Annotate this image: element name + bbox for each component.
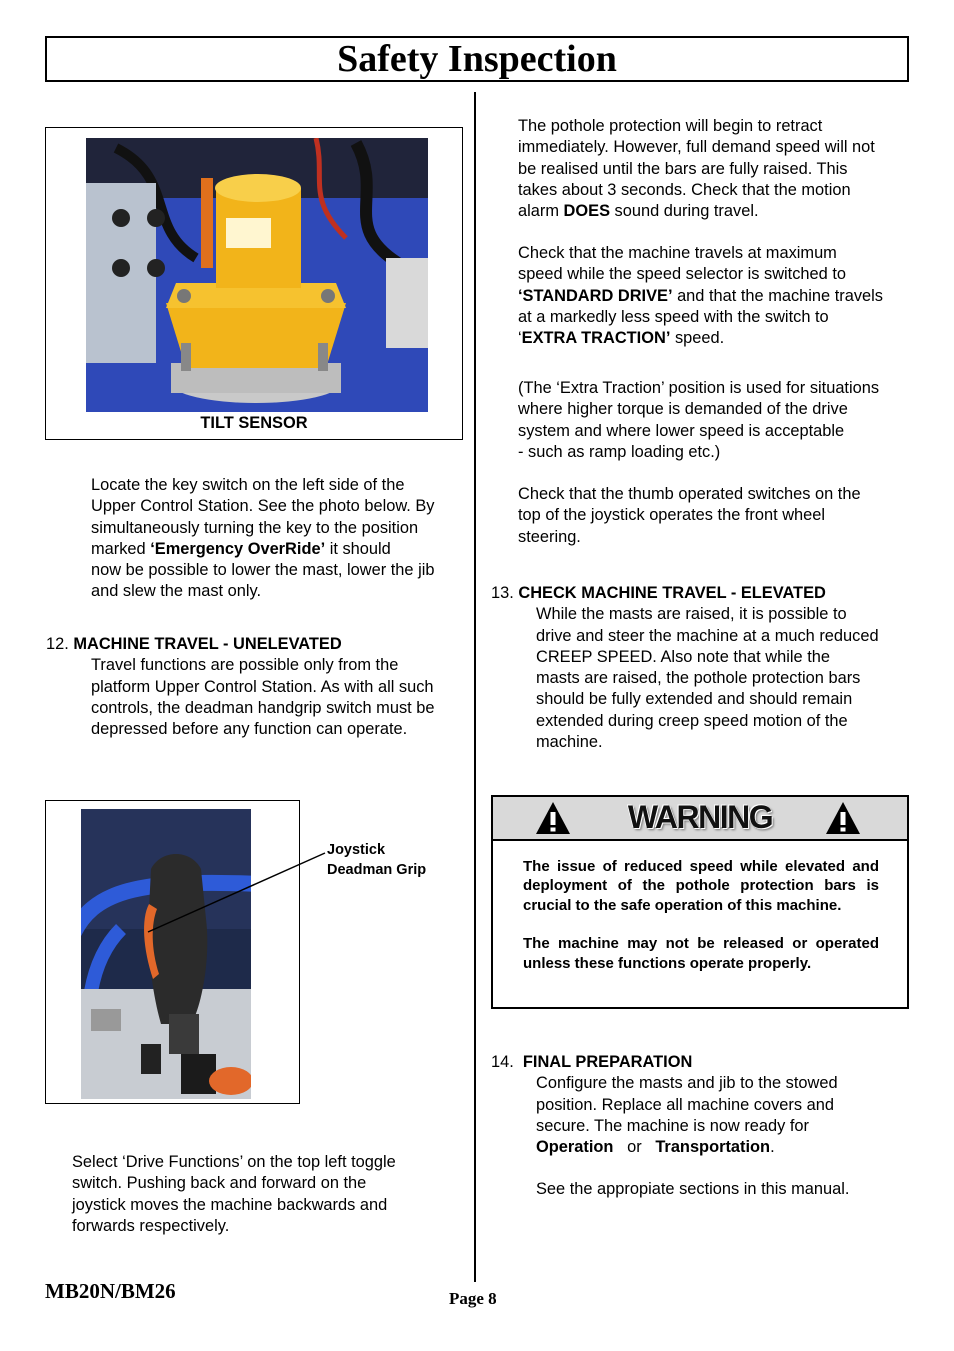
text-line: (The ‘Extra Traction’ position is used for situations <box>518 379 880 397</box>
tilt-sensor-figure <box>45 127 463 440</box>
text-line <box>518 328 918 349</box>
text-line: joystick moves the machine backwards and <box>72 1195 388 1214</box>
extra-traction-term: EXTRA TRACTION’ <box>521 329 671 348</box>
section-13 <box>491 583 921 753</box>
text-line: forwards respectively. <box>72 1216 230 1235</box>
text-line <box>536 1137 921 1158</box>
text-line: The pothole protection will begin to retract <box>518 117 823 135</box>
text-line: immediately. However, full demand speed will not <box>518 138 875 157</box>
text-span: sound during travel. <box>610 202 759 221</box>
text-line: should be fully extended and should remain <box>536 690 853 709</box>
thumb-switch-paragraph <box>518 484 918 548</box>
joystick-figure <box>45 800 300 1104</box>
standard-drive-term: ‘STANDARD DRIVE’ <box>518 286 673 305</box>
text-line: extended during creep speed motion of the <box>536 711 848 730</box>
warning-header <box>493 797 907 841</box>
text-line <box>518 201 918 222</box>
section-14-heading <box>491 1052 921 1073</box>
section-12-heading <box>46 634 471 655</box>
text-span: speed. <box>670 329 725 348</box>
text-line: controls, the deadman handgrip switch must be <box>91 698 435 717</box>
section-12 <box>46 634 471 740</box>
warning-text-1: The issue of reduced speed while elevated and deployment of the pothole protection bars is crucial to the safe operation of this machine. <box>523 858 879 914</box>
text-line: where higher torque is demanded of the drive <box>518 400 848 419</box>
page-title: Safety Inspection <box>337 38 617 80</box>
section-heading: MACHINE TRAVEL - UNELEVATED <box>73 635 342 653</box>
text-line: - such as ramp loading etc.) <box>518 442 721 461</box>
text-line: and slew the mast only. <box>91 582 262 601</box>
section-number: 14. <box>491 1053 514 1071</box>
text-line: top of the joystick operates the front wheel <box>518 506 826 525</box>
transportation-term: Transportation <box>655 1138 771 1157</box>
callout-line-2: Deadman Grip <box>327 861 427 878</box>
text-span: marked <box>91 539 151 558</box>
joystick-callout-line <box>140 850 330 940</box>
pothole-paragraph <box>518 116 918 222</box>
text-line: Select ‘Drive Functions’ on the top left toggle <box>72 1153 396 1171</box>
text-line: platform Upper Control Station. As with all such <box>91 677 434 696</box>
warning-text-2: The machine may not be released or operated unless these functions operate properly. <box>523 935 879 972</box>
text-line: Check that the thumb operated switches on the <box>518 485 861 503</box>
text-line: secure. The machine is now ready for <box>536 1116 810 1135</box>
text-line: simultaneously turning the key to the position <box>91 518 419 537</box>
section-13-heading <box>491 583 921 604</box>
text-line: be realised until the bars are fully raised. This <box>518 159 848 178</box>
text-line: drive and steer the machine at a much reduced <box>536 626 879 645</box>
footer-model: MB20N/BM26 <box>45 1279 176 1303</box>
text-span: alarm <box>518 202 564 221</box>
text-line: at a markedly less speed with the switch to <box>518 307 829 326</box>
text-line: now be possible to lower the mast, lower the jib <box>91 561 435 580</box>
speed-paragraph <box>518 243 918 349</box>
operation-term: Operation <box>536 1138 614 1157</box>
does-term: DOES <box>563 202 610 221</box>
text-line: position. Replace all machine covers and <box>536 1095 834 1114</box>
text-line: While the masts are raised, it is possible to <box>536 605 847 624</box>
page-title-box <box>45 36 909 82</box>
text-line: CREEP SPEED. Also note that while the <box>536 647 830 666</box>
text-line: Travel functions are possible only from the <box>91 656 399 675</box>
text-line: steering. <box>518 527 581 546</box>
text-line: speed while the speed selector is switched to <box>518 265 846 284</box>
section-number: 12. <box>46 635 69 653</box>
text-span: it should <box>325 539 391 558</box>
warning-title: WARNING <box>627 799 773 835</box>
extra-traction-paragraph <box>518 378 918 463</box>
column-divider <box>474 92 476 1282</box>
page-number: Page 8 <box>449 1289 497 1308</box>
text-line: Check that the machine travels at maximum <box>518 244 837 262</box>
text-line: Upper Control Station. See the photo below. By <box>91 497 435 516</box>
emergency-override-term: ‘Emergency OverRide’ <box>150 539 326 558</box>
text-line: Configure the masts and jib to the stowed <box>536 1074 838 1093</box>
text-line <box>91 539 471 560</box>
tilt-sensor-photo <box>86 138 428 412</box>
text-line: machine. <box>536 733 603 752</box>
text-line: See the appropiate sections in this manual. <box>536 1180 850 1199</box>
joystick-callout-label <box>327 841 426 880</box>
section-number: 13. <box>491 584 514 602</box>
text-span: . <box>770 1138 775 1157</box>
text-line <box>518 286 918 307</box>
section-14 <box>491 1052 921 1201</box>
text-line: switch. Pushing back and forward on the <box>72 1174 367 1193</box>
text-line: takes about 3 seconds. Check that the motion <box>518 180 851 199</box>
text-line: depressed before any function can operate. <box>91 720 408 739</box>
text-line: system and where lower speed is acceptable <box>518 421 845 440</box>
text-span: and that the machine travels <box>672 286 883 305</box>
section-heading: FINAL PREPARATION <box>522 1053 693 1071</box>
warning-body <box>523 857 879 973</box>
text-line: masts are raised, the pothole protection bars <box>536 669 861 688</box>
callout-line-1: Joystick <box>327 842 386 858</box>
text-span: or <box>613 1138 656 1157</box>
keyswitch-paragraph <box>91 475 471 603</box>
section-heading: CHECK MACHINE TRAVEL - ELEVATED <box>518 584 826 602</box>
warning-triangle-icon <box>825 801 861 835</box>
warning-box <box>491 795 909 1009</box>
text-span: ‘ <box>518 329 522 348</box>
drive-functions-paragraph <box>72 1152 467 1237</box>
tilt-sensor-caption: TILT SENSOR <box>200 414 308 432</box>
text-line: Locate the key switch on the left side of the <box>91 476 405 494</box>
